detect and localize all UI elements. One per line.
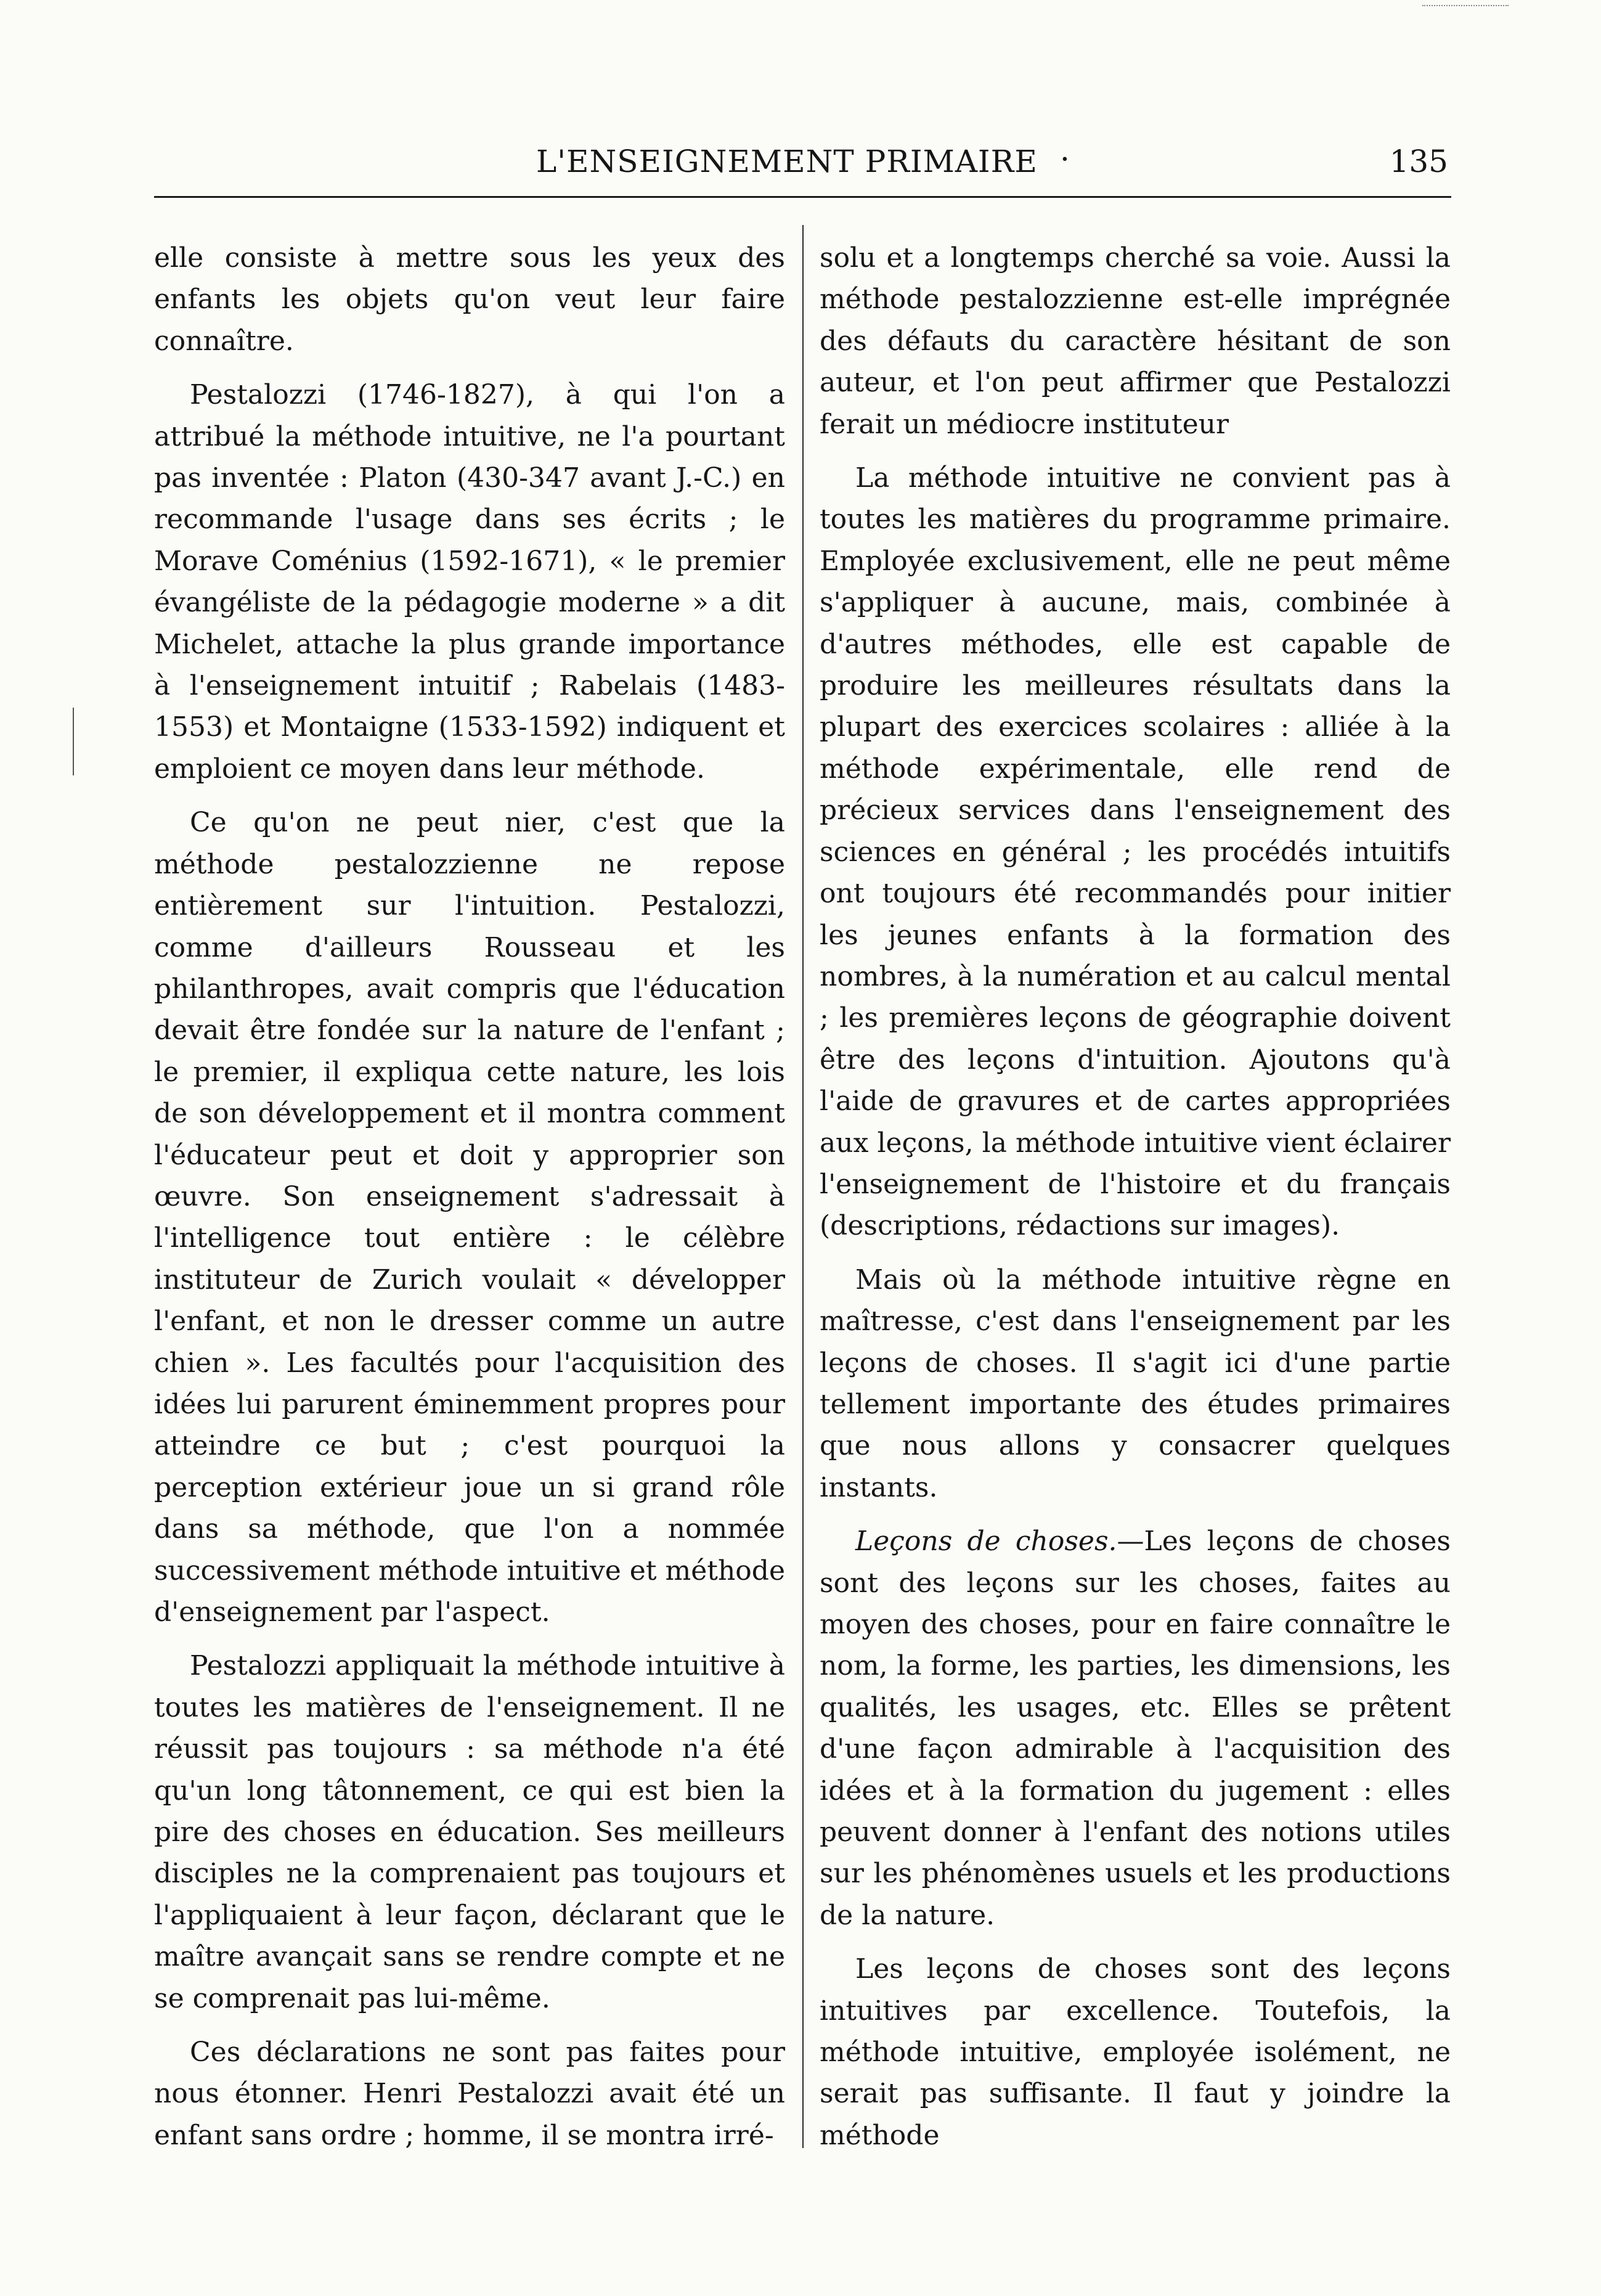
lecons-text: —Les leçons de choses sont des leçons sur les choses, faites au moyen des choses, pour en faire connaître le nom, la forme, les parties, les dimensions, les qualités, les usages, etc. Elles se prêtent d'une façon admirable à l'acquisition des idées et à la formation du jugement : elles peuvent donner à l'enfant des notions utiles sur les phénomènes usuels et les productions de la nature. (820, 1526, 1451, 1931)
header-dot: · (1060, 141, 1070, 177)
page-number: 135 (1389, 144, 1448, 179)
paragraph: Mais où la méthode intuitive règne en maîtresse, c'est dans l'enseignement par les leçons de choses. Il s'agit ici d'une partie tellement importante des études primaires que nous allons y consacrer quelques instants. (820, 1264, 1451, 1503)
running-head (154, 141, 1448, 187)
paragraph: Ces déclarations ne sont pas faites pour nous étonner. Henri Pestalozzi avait été un enfant sans ordre ; homme, il se montra irré- (154, 2037, 785, 2151)
lecons-heading: Leçons de choses. (855, 1526, 1117, 1558)
header-rule (154, 196, 1451, 198)
running-title: L'ENSEIGNEMENT PRIMAIRE (536, 144, 1038, 179)
paragraph: La méthode intuitive ne convient pas à toutes les matières du programme primaire. Employée exclusivement, elle ne peut même s'appliquer à aucune, mais, combinée à d'autres méthodes, elle est capable de produire les meilleures résultats dans la plupart des exercices scolaires : alliée à la méthode expérimentale, elle rend de précieux services dans l'enseignement des sciences en général ; les procédés intuitifs ont toujours été recommandés pour initier les jeunes enfants à la formation des nombres, à la numération et au calcul mental ; les premières leçons de géographie doivent être des leçons d'intuition. Ajoutons qu'à l'aide de gravures et de cartes appropriées aux leçons, la méthode intuitive vient éclairer l'enseignement de l'histoire et du français (descriptions, rédactions sur images). (820, 462, 1451, 1242)
right-column (820, 237, 1451, 2168)
left-column (154, 237, 785, 2168)
paragraph: Les leçons de choses sont des leçons intuitives par excellence. Toutefois, la méthode intuitive, employée isolément, ne serait pas suffisante. Il faut y joindre la méthode (820, 1953, 1451, 2151)
paragraph: solu et a longtemps cherché sa voie. Aussi la méthode pestalozzienne est-elle imprégnée des défauts du caractère hésitant de son auteur, et l'on peut affirmer que Pestalozzi ferait un médiocre instituteur (820, 242, 1451, 440)
margin-mark (73, 708, 74, 775)
scan-corner-mark (1422, 5, 1509, 6)
paragraph: elle consiste à mettre sous les yeux des enfants les objets qu'on veut leur faire connaître. (154, 242, 785, 357)
column-divider (802, 225, 804, 2148)
paragraph: Ce qu'on ne peut nier, c'est que la méthode pestalozzienne ne repose entièrement sur l'intuition. Pestalozzi, comme d'ailleurs Rousseau et les philanthropes, avait compris que l'éducation devait être fondée sur la nature de l'enfant ; le premier, il expliqua cette nature, les lois de son développement et il montra comment l'éducateur peut et doit y approprier son œuvre. Son enseignement s'adressait à l'intelligence tout entière : le célèbre instituteur de Zurich voulait « développer l'enfant, et non le dresser comme un autre chien ». Les facultés pour l'acquisition des idées lui parurent éminemment propres pour atteindre ce but ; c'est pourquoi la perception extérieur joue un si grand rôle dans sa méthode, que l'on a nommée successivement méthode intuitive et méthode d'enseignement par l'aspect. (154, 807, 785, 1628)
paragraph: Pestalozzi appliquait la méthode intuitive à toutes les matières de l'enseignement. Il ne réussit pas toujours : sa méthode n'a été qu'un long tâtonnement, ce qui est bien la pire des choses en éducation. Ses meilleurs disciples ne la comprenaient pas toujours et l'appliquaient à leur façon, déclarant que le maître avançait sans se rendre compte et ne se comprenait pas lui-même. (154, 1650, 785, 2014)
lecons-paragraph (820, 1521, 1451, 1936)
paragraph: Pestalozzi (1746-1827), à qui l'on a attribué la méthode intuitive, ne l'a pourtant pas inventée : Platon (430-347 avant J.-C.) en recommande l'usage dans ses écrits ; le Morave Coménius (1592-1671), « le premier évangéliste de la pédagogie moderne » a dit Michelet, attache la plus grande importance à l'enseignement intuitif ; Rabelais (1483-1553) et Montaigne (1533-1592) indiquent et emploient ce moyen dans leur méthode. (154, 379, 785, 785)
